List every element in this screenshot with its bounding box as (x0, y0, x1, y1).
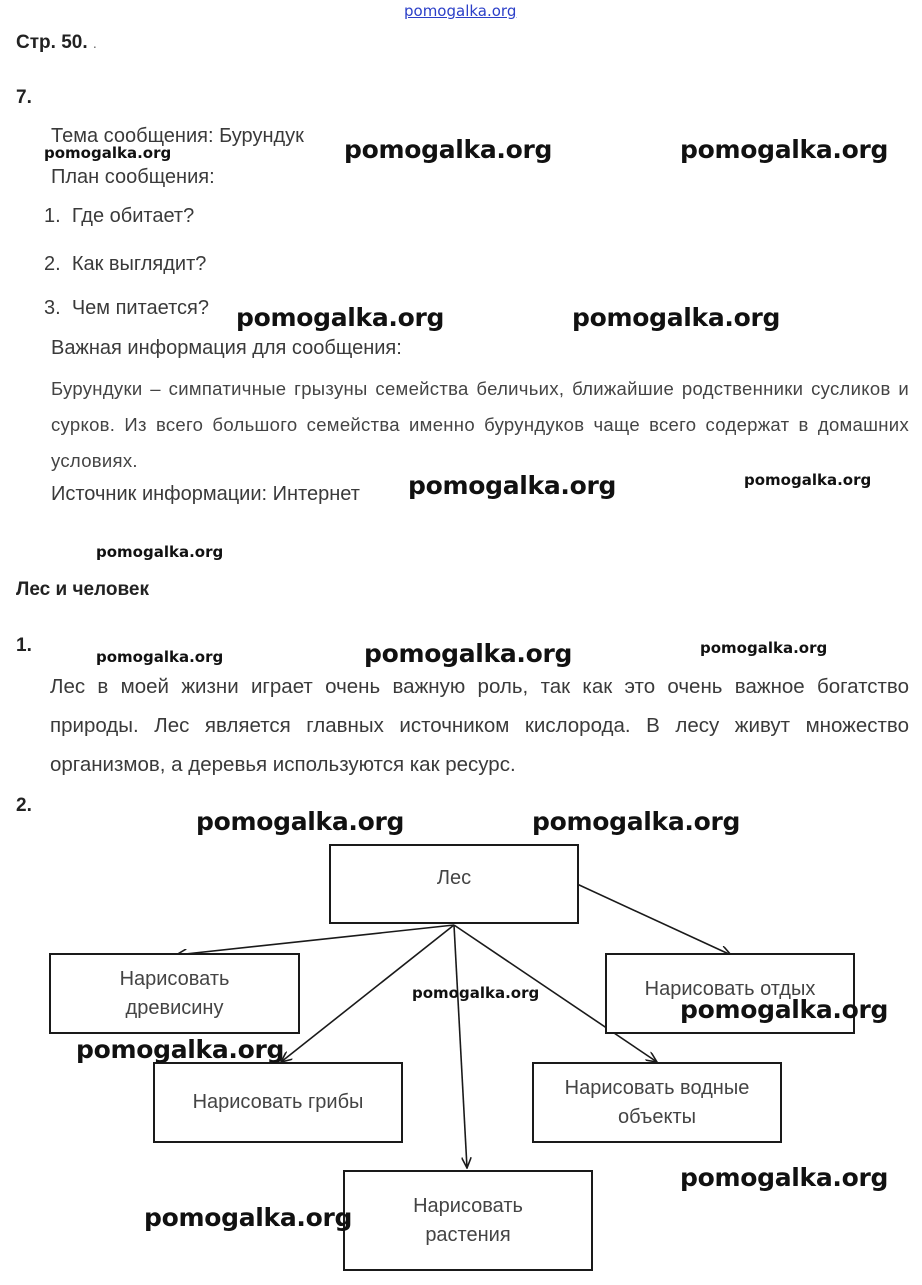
arrow-to-wood (176, 925, 454, 955)
diagram-node-label: Нарисовать грибы (192, 1091, 364, 1113)
watermark: pomogalka.org (680, 1163, 889, 1192)
info-source: Источник информации: Интернет (51, 483, 360, 505)
diagram-node-label: Нарисовать древисину (119, 967, 230, 1019)
watermark: pomogalka.org (76, 1035, 285, 1064)
plan-item-text: Чем питается? (71, 297, 209, 319)
diagram-node-label: Нарисовать отдых (644, 978, 816, 1000)
watermark: pomogalka.org (96, 648, 224, 666)
watermark: pomogalka.org (344, 135, 553, 164)
watermark-top-link[interactable]: pomogalka.org (404, 2, 517, 20)
arrow-to-plants (454, 925, 467, 1168)
diagram-node-mushrooms (153, 1062, 403, 1143)
task1-number: 1. (16, 635, 32, 656)
diagram-node-wood (49, 953, 300, 1034)
plan-item-number: 3. (44, 297, 61, 319)
info-text: Бурундуки – симпатичные грызуны семейства беличьих, ближайшие родственники сусликов и сурков. Из всего большого семейства именно бурундуков чаще всего содержат в домашних условиях. (51, 378, 909, 471)
watermark: pomogalka.org (680, 135, 889, 164)
info-title: Важная информация для сообщения: (51, 337, 402, 359)
plan-item-text: Где обитает? (71, 205, 195, 227)
diagram-node-water (532, 1062, 782, 1143)
watermark: pomogalka.org (408, 471, 617, 500)
watermark: pomogalka.org (96, 543, 224, 561)
watermark: pomogalka.org (744, 471, 872, 489)
diagram-node-forest (329, 844, 579, 924)
diagram-node-label: Лес (436, 867, 472, 889)
page-heading-text: Стр. 50. (16, 32, 88, 53)
diagram-node-label: Нарисовать водные объекты (564, 1076, 750, 1128)
watermark: pomogalka.org (236, 303, 445, 332)
page-heading-dot: . (92, 35, 97, 51)
watermark: pomogalka.org (700, 639, 828, 657)
watermark: pomogalka.org (196, 807, 405, 836)
diagram-node-plants (343, 1170, 593, 1271)
arrow-to-rest (577, 884, 731, 955)
task2-number: 2. (16, 795, 32, 816)
plan-item-number: 1. (44, 205, 61, 227)
watermark: pomogalka.org (364, 639, 573, 668)
message-topic: Тема сообщения: Бурундук (51, 125, 304, 147)
plan-title: План сообщения: (51, 166, 215, 188)
watermark: pomogalka.org (532, 807, 741, 836)
section-title: Лес и человек (16, 579, 149, 600)
watermark: pomogalka.org (680, 995, 889, 1024)
watermark: pomogalka.org (412, 984, 540, 1002)
watermark: pomogalka.org (144, 1203, 353, 1232)
watermark: pomogalka.org (572, 303, 781, 332)
watermark: pomogalka.org (44, 144, 172, 162)
diagram-node-label: Нарисовать растения (413, 1194, 523, 1246)
task7-number: 7. (16, 87, 32, 108)
task1-text: Лес в моей жизни играет очень важную роль, так как это очень важное богатство природы. Лес является главных источником кислорода. В лесу живут множество организмов, а деревья используются как ресурс. (50, 675, 909, 776)
plan-item-text: Как выглядит? (71, 253, 207, 275)
plan-item-number: 2. (44, 253, 61, 275)
